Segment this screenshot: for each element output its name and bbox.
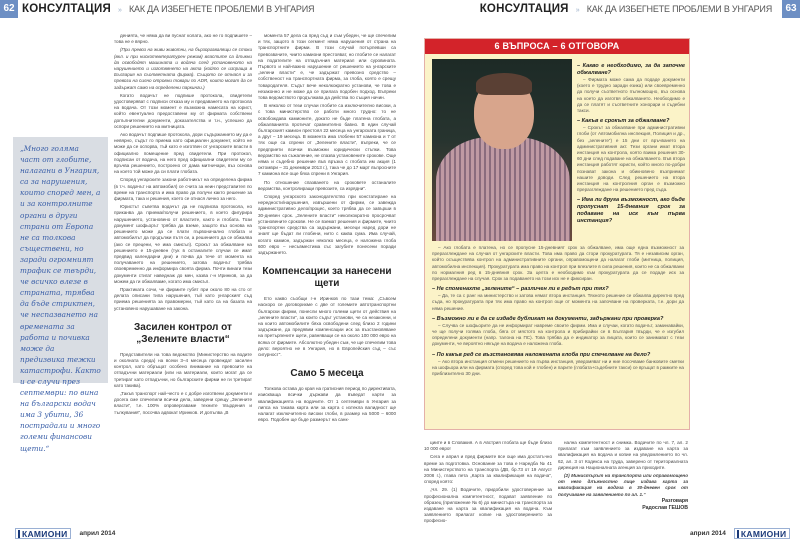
subheading: Компенсации за нанесени щети	[262, 266, 392, 290]
portrait-photo	[432, 59, 572, 241]
paragraph: „Такъв транспорт най-често е с добре изготвени документи и досега сме спечелили всички дела, заведени срещу „Зелените власти“, т.е. 100% опровергаваме техните твърдения и тълкувания“, посочва адвокат Иринков. И допълва „В	[114, 390, 252, 415]
qa-column-lower	[432, 245, 684, 377]
page-number: 62	[0, 0, 18, 18]
paragraph: момента 57 дела са пред съд и съм убеден, че ще спечелим и тях, защото в този сегмент няма нарушения от страна на транспортните фирми. В този случай потърпевши са превозвачите, чиито камиони престояват, но глобите се налагат на подателите на отпадъчния материал или суровината. Първото и най-важно нарушение от решението на унгарските „зелени власти“ е, че задържат превозно средство – собственост на транспортната фирма, за глоба, която е срещу товародателя. Съдът вече неколкократно установи, че това е незаконно и не може да се прилага подобен подход. Въпреки това ведомството продължава да действа по същия начин.	[258, 33, 396, 101]
answer: – Ако втора инстанция отмени решението на първа инстанция, уведомяват ни и ние посочваме банковите сметки на шофьора или на фирмата (според това кой е глобен) и парите (глобата+съдебните такси) се връщат в рамките на приблизително 30 дни.	[432, 358, 684, 377]
header-separator-icon: »	[118, 7, 122, 14]
answer: – Срокът за обжалване при административни глоби (от Автомобилна инспекция, Полиция и др., без „зелените“) е 15 дни от връчването на административния акт. Тези органи имат втора инстанция на контрола, която взима решения 30-60 дни след подаване на обжалването. Във втора инстанция работят юристи, който много по-добри познават закона и обикновено възприемат нашите доводи. След решението на втора инстанция на контролния орган е възможно преразглеждане на решението пред съда.	[577, 125, 685, 193]
article-column-4	[558, 440, 688, 500]
paragraph: циите и в Словакия. А в Австрия глобата ще бъде близо 10 000 евро!	[424, 440, 552, 452]
answer: – Да, те са с ранг на министерство и затова нямат втора инстанция. Тяхното решение се обжалва директно пред съда, но прокуратурата при тях има право на контрол още от момента на започване на проверката, т.е. дори да няма решение.	[432, 293, 684, 311]
paragraph: По отношение спазването на сроковете останалите ведомства, контролиращи превозите, са изрядни“.	[258, 179, 396, 191]
paragraph: Когато водачът не подпише протокола, свидетели удостоверяват с подписи отказа му и предаването на протокола на водача. От този момент е възможна намесата на юрист, който евентуално предоставени му от фирмата собствени допълнителни документи, доказателства и т.н., успешно да оспори решението на митницата.	[114, 92, 252, 129]
question: – Какъв е срокът за обжалване?	[577, 118, 670, 125]
issue-date: април 2014	[79, 530, 116, 537]
question: – Не споменахте „зелените“ – различен ли е редът при тях?	[432, 286, 609, 293]
paragraph: нална компетентност и снимка. Водачите по чл. 7, ал. 2 прилагат към заявлението за издаване на карта за квалификация на водача и копие на уведомлението по чл. 62, ал. 3 от Кодекса на труда, заверено от териториалната дирекция на Националната агенция за приходите.	[558, 440, 688, 470]
page-footer-right	[690, 528, 790, 539]
paragraph: В няколко от тези случаи глобите са изключително високи, а с това министерство се работи много трудно: то не освобождава камионите, докато не бъде платена глобата, а обжалванията протичат сравнително бавно. В един случай българският камион престоял 22 месеца на унгарската граница, а друг – 19 месеца. В момента има глобени 57 камиона и 7 от тях още са спрени от „Зелените власти“, въпреки, че се предприети всички възможни юридически стъпки. Това ведомство на съжаление, не спазва установените срокове. Още няма и съдебно решение във връзка с глобата им акция (1 октомври – 31 декември 2013 г.), така че до 17 март въпросните 7 камиона все още бяха спрени в Унгария.	[258, 103, 396, 177]
section-title: КОНСУЛТАЦИЯ	[22, 3, 111, 15]
section-title: КОНСУЛТАЦИЯ	[479, 3, 569, 15]
page-header	[22, 3, 314, 15]
paragraph: Представители на това ведомство (Министерство на водите и околната среда) на всеки 3–4 месеца провеждат засилен контрол, като обръщат особено внимание на превозите на отпадъчни материали (или на материали, които могат да се третират като отпадъчни, но българските фирми не ги третират като такива).	[114, 351, 252, 388]
paragraph: (При превоз на живи животни, на бързоразвалящи се стоки (вкл. и при нискотемпературен режим) властите са длъжни да освободят машината и водача след установеното на нарушението и изготвянето на акта (който се изпраща в България на съответната фирма). Същото се отнася и за превози на силно отровни товари по ADR, които могат да се задържат само на определени паркинги.)	[114, 47, 252, 90]
subheading: Само 5 месеца	[290, 368, 364, 380]
paragraph: Ето какво съобщи г-н Иринков по тази тема: „Съвсем наскоро се договорихме с две от големите автотранспортни български фирми, понесли много големи щети от действия на „зелените власти“, за които съдът установи, че са незаконни, и на които автомобилите бяха освободени след близо 2 години задържане, да предявим компенсации иск за възстановяване на претърпените щети, равняващи се на около 100 000 евро на всяка от фирмите. Абсолютно убеден съм, че ще спечелим това дело: вероятно не в Унгария, но в Европейския съд – със сигурност“.	[258, 296, 396, 357]
issue-date: април 2014	[690, 530, 726, 537]
page-footer	[15, 528, 115, 539]
qa-column-upper	[577, 59, 685, 225]
answer: – Фирмата може сама да подаде документи (което е трудно заради езика) или своевременно да получи съответното пълномощно, въз основа на което да изготвя обжалването. Необходимо е да се платят и съответните хонорари и съдебни такси.	[577, 77, 685, 114]
question: – По какъв ред се възстановява наложената глоба при спечелване на дело?	[432, 351, 651, 358]
paragraph: Според унгарските закони работникът на определена фирма (в т.ч. водачът на автомобил) се счита за неин представител по време на транспорта и има право да получи както решение за фирмата, така и решения, което се отнася лично за него.	[114, 177, 252, 202]
photo-hair	[476, 73, 532, 95]
paragraph: Толкова остава до края на гратисния период по директивата, изискваща всички държави да въведат карти за квалификацията на водачите. От 1 септември в Унгария за липса на такава карта или за карта с изтекла валидност ще налагат изключително високи глоби, в размер на 5000 – 6000 евро. Подобен ще бъде размерът на санк-	[258, 386, 396, 423]
answer: – Ако глобата е платена, но се пропусне 15-дневният срок за обжалване, има още една възможност за преразглеждане на случая от унгарските власти. Това има право да стори прокуратурата. Тя е независим орган, който осъществява контрол на административните органи, оправомощени да налагат глоби (митница, полиция, автомобилна инспекция). Прокуратурата има право на контрол при влезлите в сила решения, които не са обжалвани по нормалния ред в 15-дневния срок. За целта е необходимо към прокуратурата да се подаде иск за преразглеждане на случая. Срок за подаването на този иск не е фиксиран.	[432, 245, 684, 282]
article-column-1	[114, 33, 252, 508]
qa-sidebar-box	[424, 38, 690, 430]
author-name: Радослав ГЕШОВ	[642, 505, 688, 511]
kamioni-logo: КАМИОНИ	[734, 528, 790, 539]
page-number: 63	[782, 0, 800, 18]
paragraph: (2) Министърът на транспорта или оправомощено от него длъжностно лице издава карта за квалификация на водача в 30-дневен срок от получаване на заявлението по ал. 1.“	[558, 473, 688, 497]
photo-shirt	[436, 137, 570, 241]
qa-box-title: 6 ВЪПРОСА – 6 ОТГОВОРА	[425, 39, 689, 54]
article-column-3	[424, 440, 552, 530]
paragraph: „Чл. 29. (1) Водачите, придобили удостоверение за професионална компетентност, подават заявление по образец (приложение № 6) до министъра на транспорта за издаване на карта за квалификация на водача. Към заявлението прилагат копие на удостоверението за професио-	[424, 487, 552, 524]
paragraph: Сега е април и пред фирмите все още има достатъчно време за подготовка. Основание за това е Наредба № 41 на Министерството на транспорта (ДВ, бр.73 от 19 Август 2008 г.), глава пета „Карта за квалификация на водача“, според която:	[424, 454, 552, 485]
pull-quote: „Много голяма част от глобите, налагани в Унгария, са за нарушения, които според мен, а и за контролните органи в други страни от Европа не са толкова съществени, но заради огромният трафик се твърди, че всичко влезе в страната, трябва да бъде стриктен, че неспазването на времената за работа и почивка може да предизвика тежки катастрофи. Както и се случи през септември: по вина на български водач има 3 убити, 36 пострадали и много големи финансови щети.“	[13, 137, 108, 383]
kamioni-logo: КАМИОНИ	[15, 528, 71, 539]
paragraph: денията, че няма да ви пуснат колата, ако не го подпишете – това не е вярно.	[114, 33, 252, 45]
paragraph: Юристът съветва водачът да не подписва протокола, но приканва да приема/получи решението, в което фигурира нарушението, установено от властите, както и глобата. Този документ шофьорът трябва да вземе, защото въз основа на решението може да се плати първоначално глобата и автомобилът да продължи пътя си, а решението да се обжалва (ако се прецени, че има смисъл). Срокът за обжалване на решението е 15-дневен (тук в останалите случаи се имат предвид календарни дни) и почва да тече от момента на получаването на решението, затова водачът трябва своевременно да информира своята фирма. Почти винаги тези документи стигат наведнаж до мен, казва г-н Иринков, за да можем да ги обжалваме, когато има смисъл.	[114, 204, 252, 284]
article-column-2	[258, 33, 396, 503]
topic-title: КАК ДА ИЗБЕГНЕТЕ ПРОБЛЕМИ В УНГАРИЯ	[586, 4, 772, 14]
paragraph: Практиката сочи, че фирмите губят при около 80 на сто от делата описани типа нарушения, тъй като унгарският съд приема решенията за правомерни, тъй като са на базата на установено нарушаване на закона.	[114, 286, 252, 311]
subheading: Засилен контрол от „Зелените власти“	[134, 321, 232, 345]
header-separator-icon: »	[575, 7, 580, 14]
paragraph: Според унгарското законодателство при констатиране на нередности/нарушения, извършени от фирми, се завежда административно дело/процес, което трябва да се завърши в 30-дневен срок. „Зелените власти“ неколкократно просрочват установените срокове. Не се вземат решения и фирмите, чиито транспортни средства са задържани, месеци наред дори не знаят ще бъдат ли глобени, нито с каква сума. Има случай, когато камион, задържан няколко месеца, е наложена глоба 600 евро – несъвместима със загубите понесени поради задържането.	[258, 194, 396, 255]
paragraph: Ако водачът подпише протокола, дори съдържанието му да е невярно, съдът го приема като официален документ, който не може да се оспорва, тъй като е изготвен от унгарските власти в официално помещение пред свидетели. При протокол, подписан от водача, на него пред официални свидетели му се връчва решението, построено от дама митничари, въз основа на което той може да си плати глобата.	[114, 132, 252, 175]
answer: – Случва се шофьорите да не информират навреме своите фирми. Има и случаи, когато водачът, заминавайки, че ще получи голяма глоба, бяга от мястото на контрола и прибирайки се в България твърди, че е изгубил определени документи (напр. талона на ПС). Това трябва да е индикатор за лицата, които се занимават с тези документи, че вероятно някъде на водача е наложена глоба.	[432, 322, 684, 347]
topic-title: КАК ДА ИЗБЕГНЕТЕ ПРОБЛЕМИ В УНГАРИЯ	[128, 4, 315, 14]
page-header	[480, 3, 772, 15]
question: – Възможно ли е да се издаде дубликат на документи, задържани при проверка?	[432, 315, 664, 322]
question: – Какво е необходимо, за да започне обжалване?	[577, 63, 685, 76]
question: – Има ли друга възможност, ако бъде пропуснат 15-дневния срок за подаване на иск към първа инстанция?	[577, 197, 685, 225]
author-signoff	[642, 498, 688, 512]
signoff-label: Разговаря	[661, 498, 688, 504]
